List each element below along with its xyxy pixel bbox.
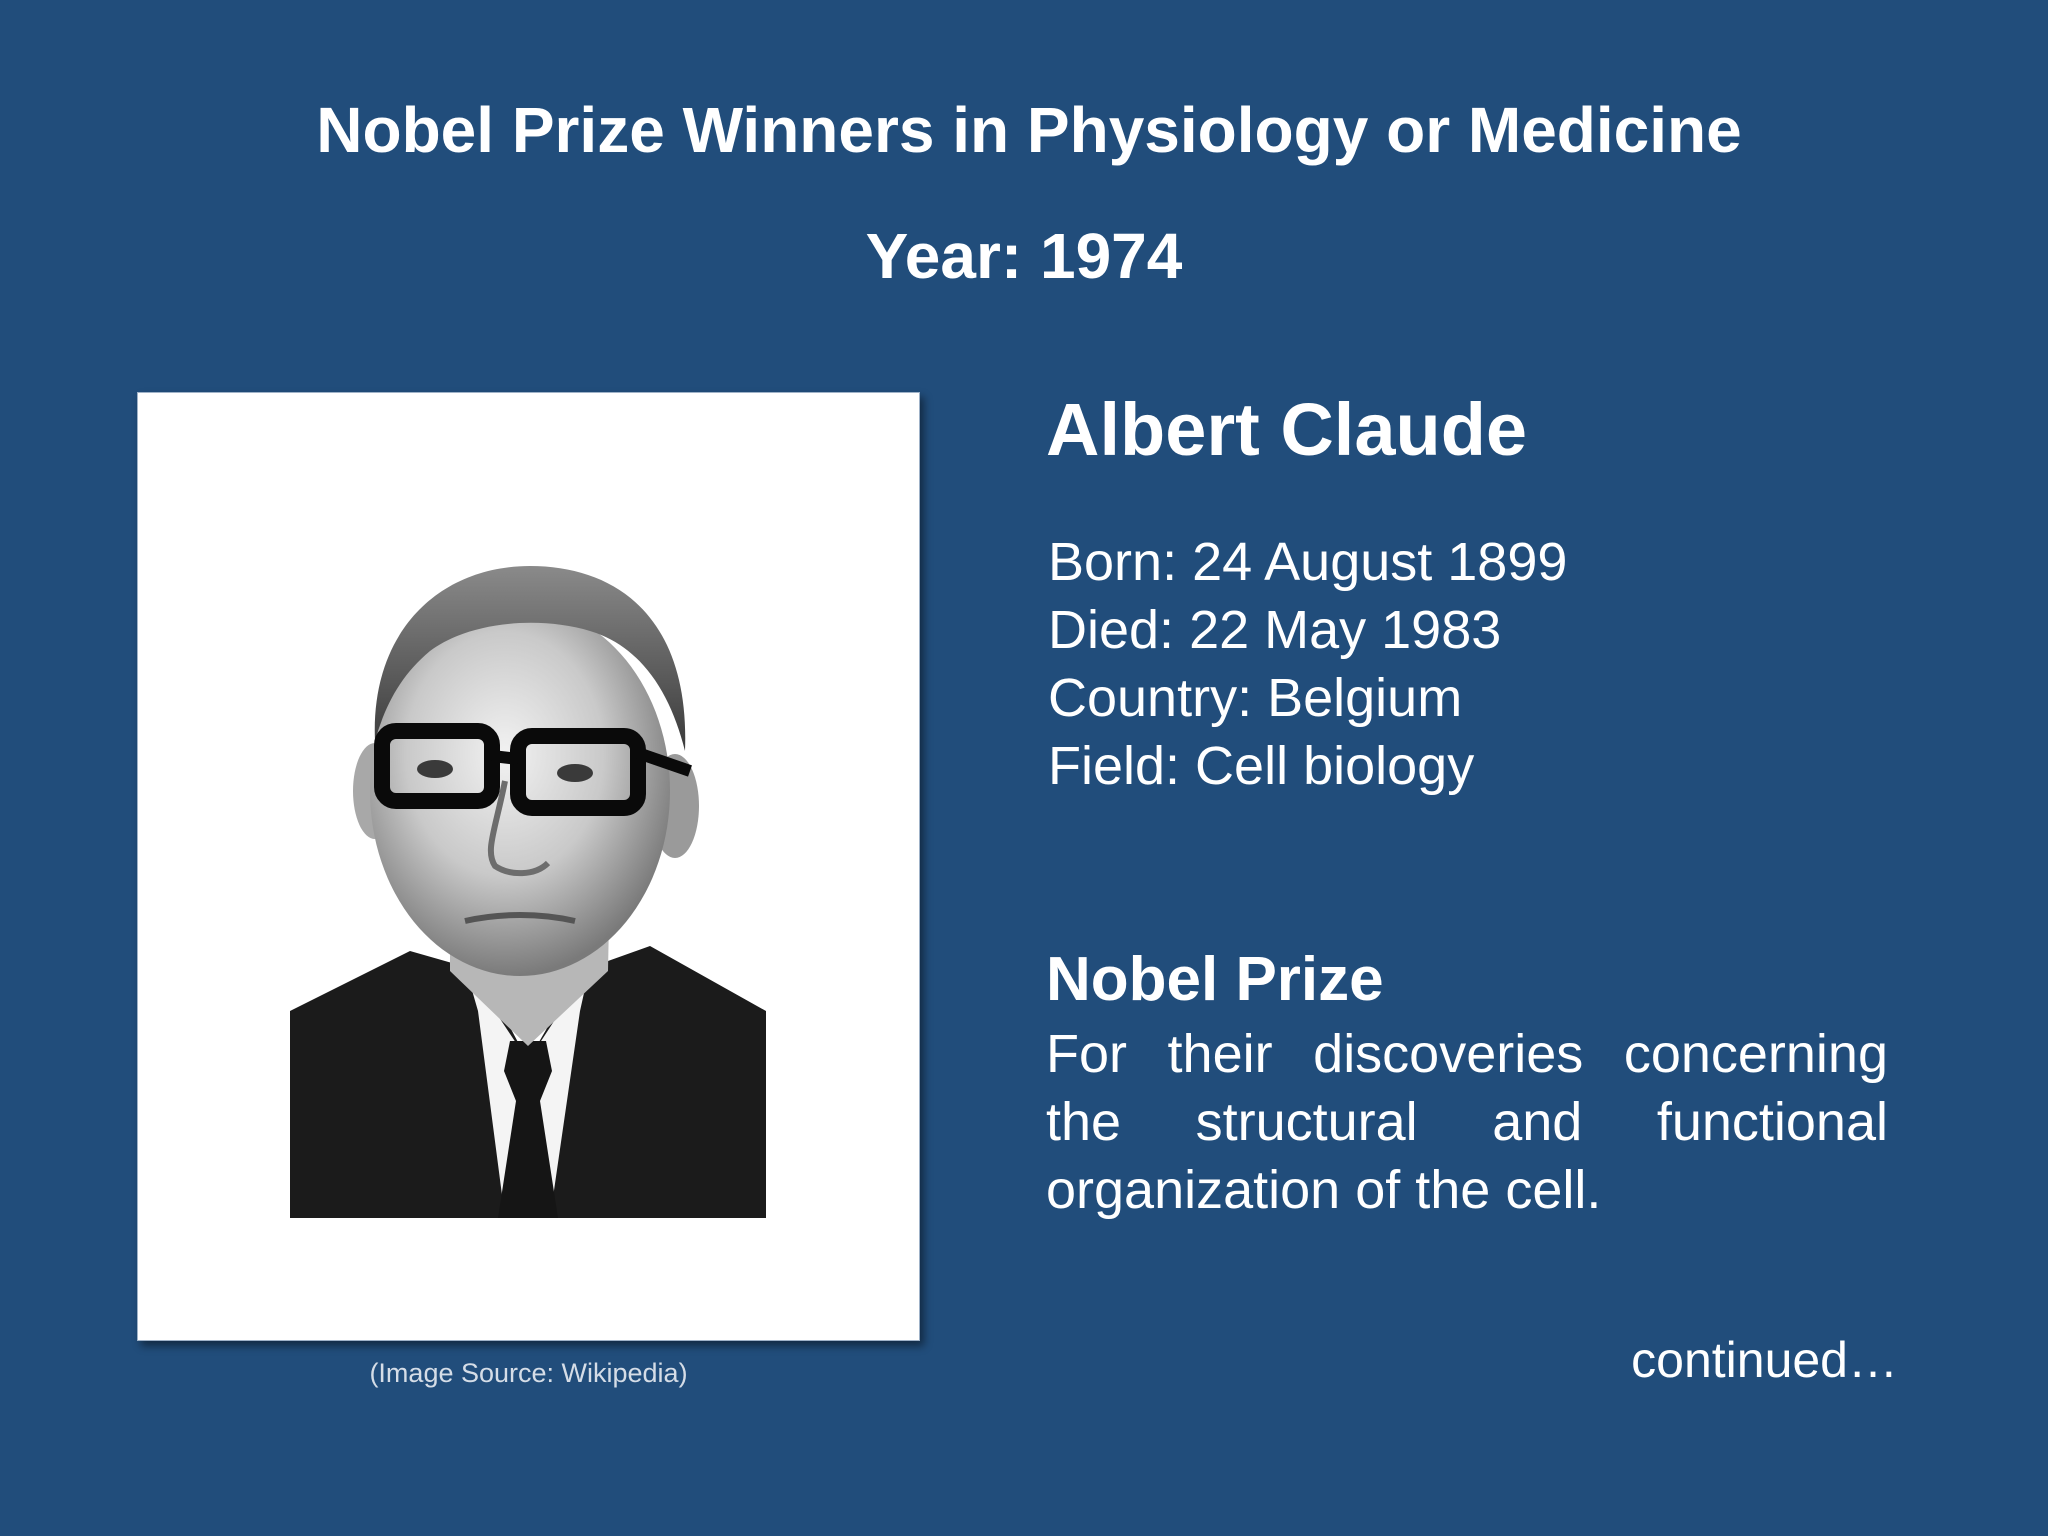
field: Field: Cell biology bbox=[1048, 736, 1475, 796]
born-date: Born: 24 August 1899 bbox=[1048, 532, 1568, 592]
prize-heading: Nobel Prize bbox=[1046, 945, 1384, 1014]
laureate-name: Albert Claude bbox=[1046, 388, 1528, 471]
image-source-caption: (Image Source: Wikipedia) bbox=[369, 1358, 688, 1388]
award-year: Year: 1974 bbox=[865, 220, 1183, 292]
person-portrait-photo bbox=[290, 541, 766, 1218]
death-date: Died: 22 May 1983 bbox=[1048, 600, 1502, 660]
laureate-facts bbox=[1048, 528, 1567, 800]
continued-label: continued… bbox=[1631, 1332, 1898, 1388]
prize-description: For their discoveries concerning the structural and functional organization of the cell. bbox=[1046, 1024, 1888, 1220]
slide-title: Nobel Prize Winners in Physiology or Medicine bbox=[316, 94, 1742, 166]
country: Country: Belgium bbox=[1048, 668, 1463, 728]
portrait-frame bbox=[137, 392, 920, 1341]
